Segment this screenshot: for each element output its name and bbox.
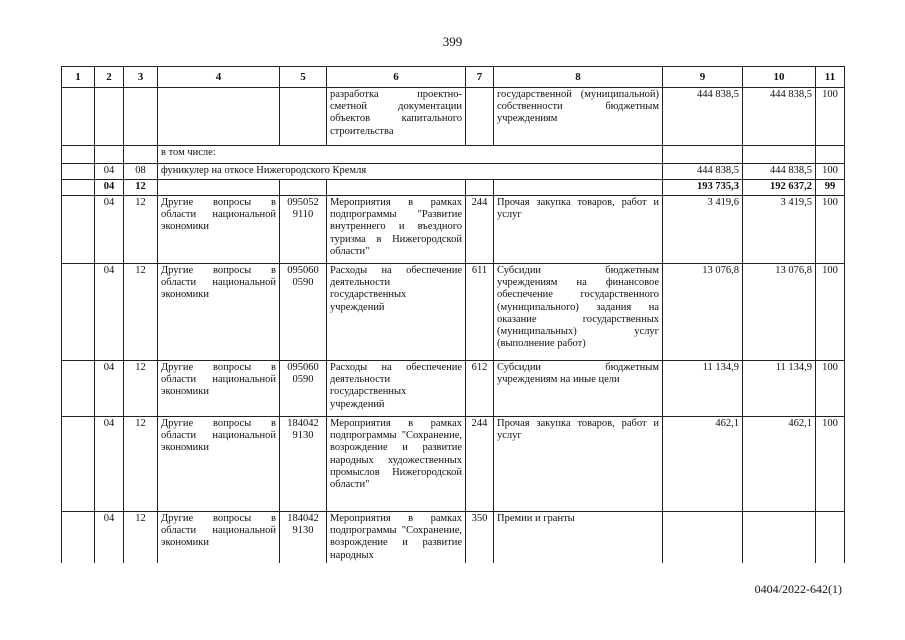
cell-section [62, 512, 95, 563]
table-row [62, 196, 845, 264]
cell-planned: 13 076,8 [663, 264, 743, 361]
cell-expense-name [494, 180, 663, 196]
cell-article-name: Мероприятия в рамках подпрограммы "Сохранение, возрождение и развитие народных художественных промыслов Нижегородской области" [327, 417, 466, 512]
col-header-8: 8 [494, 67, 663, 88]
col-header-2: 2 [95, 67, 124, 88]
document-code: 0404/2022-642(1) [754, 582, 842, 596]
cell-section [62, 417, 95, 512]
cell-expense-name: Прочая закупка товаров, работ и услуг [494, 417, 663, 512]
cell-planned: 444 838,5 [663, 88, 743, 146]
cell-name: Другие вопросы в области национальной экономики [158, 512, 280, 563]
cell-percent [816, 512, 845, 563]
cell-percent [816, 146, 845, 164]
header-row [62, 67, 845, 88]
cell-subdivision [124, 88, 158, 146]
cell-subdivision: 12 [124, 512, 158, 563]
cell-target-article [280, 88, 327, 146]
cell-percent: 100 [816, 361, 845, 417]
cell-executed: 13 076,8 [743, 264, 816, 361]
cell-division [95, 88, 124, 146]
cell-executed: 3 419,5 [743, 196, 816, 264]
cell-section [62, 180, 95, 196]
cell-expense-name: Субсидии бюджетным учреждениям на финансовое обеспечение государственного (муниципального) задания на оказание государственных (муниципальных) услуг (выполнение работ) [494, 264, 663, 361]
cell-target-article [280, 180, 327, 196]
cell-name [158, 180, 280, 196]
cell-article-name: Мероприятия в рамках подпрограммы "Развитие внутреннего и въездного туризма в Нижегородской области" [327, 196, 466, 264]
cell-subdivision [124, 146, 158, 164]
cell-target-article: 095060 0590 [280, 264, 327, 361]
cell-article-name: разработка проектно-сметной документации объектов капитального строительства [327, 88, 466, 146]
cell-percent: 100 [816, 88, 845, 146]
cell-division: 04 [95, 417, 124, 512]
cell-percent: 100 [816, 164, 845, 180]
cell-division: 04 [95, 264, 124, 361]
cell-section [62, 146, 95, 164]
cell-name: Другие вопросы в области национальной экономики [158, 417, 280, 512]
cell-planned: 444 838,5 [663, 164, 743, 180]
cell-planned [663, 512, 743, 563]
cell-name: Другие вопросы в области национальной экономики [158, 361, 280, 417]
table-row [62, 164, 845, 180]
cell-target-article: 095060 0590 [280, 361, 327, 417]
cell-subdivision: 12 [124, 264, 158, 361]
subtotal-row [62, 180, 845, 196]
col-header-5: 5 [280, 67, 327, 88]
cell-expense-name: Премии и гранты [494, 512, 663, 563]
cell-subdivision: 12 [124, 417, 158, 512]
cell-target-article: 184042 9130 [280, 417, 327, 512]
cell-expense-type: 611 [466, 264, 494, 361]
cell-subdivision: 08 [124, 164, 158, 180]
cell-division: 04 [95, 512, 124, 563]
cell-section [62, 264, 95, 361]
cell-expense-type [466, 88, 494, 146]
cell-expense-type: 612 [466, 361, 494, 417]
cell-article-name: Расходы на обеспечение деятельности государственных учреждений [327, 264, 466, 361]
cell-section [62, 164, 95, 180]
page-number: 399 [442, 34, 463, 49]
cell-target-article: 184042 9130 [280, 512, 327, 563]
table-row [62, 88, 845, 146]
cell-planned: 462,1 [663, 417, 743, 512]
cell-executed: 192 637,2 [743, 180, 816, 196]
cell-subdivision: 12 [124, 196, 158, 264]
cell-planned: 193 735,3 [663, 180, 743, 196]
cell-expense-name: государственной (муниципальной) собственности бюджетным учреждениям [494, 88, 663, 146]
table-row [62, 361, 845, 417]
cell-executed: 11 134,9 [743, 361, 816, 417]
cell-expense-type [466, 180, 494, 196]
col-header-4: 4 [158, 67, 280, 88]
cell-division: 04 [95, 361, 124, 417]
budget-table [61, 66, 845, 563]
cell-division: 04 [95, 164, 124, 180]
col-header-9: 9 [663, 67, 743, 88]
cell-expense-type: 244 [466, 417, 494, 512]
cell-target-article: 095052 9110 [280, 196, 327, 264]
cell-expense-type: 350 [466, 512, 494, 563]
cell-subdivision: 12 [124, 180, 158, 196]
cell-section [62, 196, 95, 264]
cell-article-name: Расходы на обеспечение деятельности государственных учреждений [327, 361, 466, 417]
cell-name [158, 88, 280, 146]
col-header-11: 11 [816, 67, 845, 88]
cell-division: 04 [95, 196, 124, 264]
col-header-1: 1 [62, 67, 95, 88]
cell-percent: 100 [816, 264, 845, 361]
cell-executed [743, 146, 816, 164]
cell-object-name: фуникулер на откосе Нижегородского Кремля [158, 164, 663, 180]
cell-subtitle: в том числе: [158, 146, 663, 164]
cell-percent: 99 [816, 180, 845, 196]
table-row [62, 512, 845, 563]
cell-article-name [327, 180, 466, 196]
cell-executed: 444 838,5 [743, 88, 816, 146]
col-header-6: 6 [327, 67, 466, 88]
cell-expense-type: 244 [466, 196, 494, 264]
cell-name: Другие вопросы в области национальной экономики [158, 196, 280, 264]
cell-subdivision: 12 [124, 361, 158, 417]
cell-section [62, 88, 95, 146]
table-row [62, 264, 845, 361]
cell-planned [663, 146, 743, 164]
cell-division [95, 146, 124, 164]
cell-percent: 100 [816, 417, 845, 512]
cell-executed: 444 838,5 [743, 164, 816, 180]
cell-executed [743, 512, 816, 563]
cell-executed: 462,1 [743, 417, 816, 512]
col-header-3: 3 [124, 67, 158, 88]
cell-percent: 100 [816, 196, 845, 264]
col-header-10: 10 [743, 67, 816, 88]
cell-expense-name: Субсидии бюджетным учреждениям на иные цели [494, 361, 663, 417]
cell-expense-name: Прочая закупка товаров, работ и услуг [494, 196, 663, 264]
cell-section [62, 361, 95, 417]
col-header-7: 7 [466, 67, 494, 88]
cell-division: 04 [95, 180, 124, 196]
cell-name: Другие вопросы в области национальной экономики [158, 264, 280, 361]
cell-planned: 11 134,9 [663, 361, 743, 417]
table-row [62, 146, 845, 164]
table-row [62, 417, 845, 512]
cell-article-name: Мероприятия в рамках подпрограммы "Сохранение, возрождение и развитие народных [327, 512, 466, 563]
cell-planned: 3 419,6 [663, 196, 743, 264]
